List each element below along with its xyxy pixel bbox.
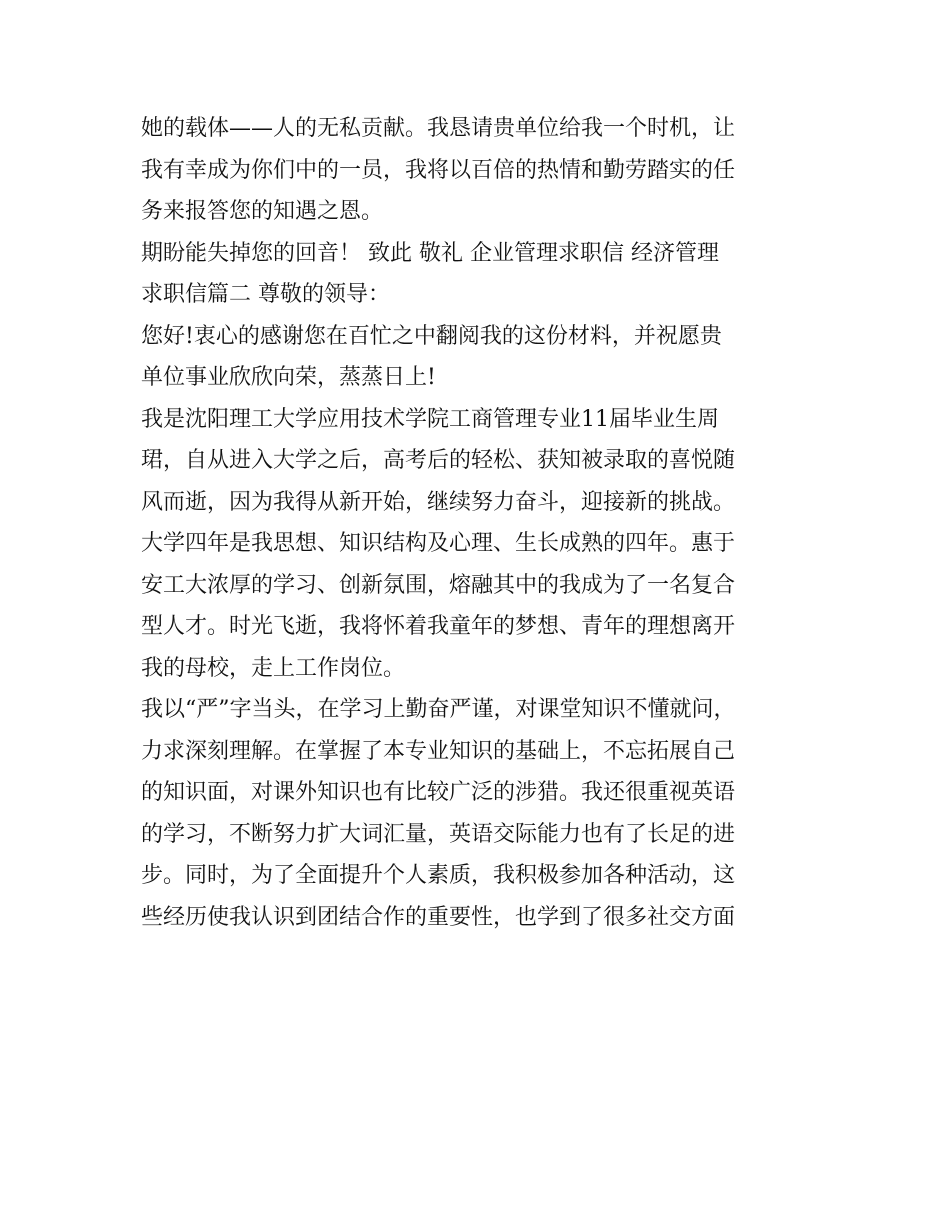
text-line: 务来报答您的知遇之恩。 [141,199,384,224]
document-body [141,108,821,938]
text-line: 单位事业欣欣向荣，蒸蒸日上! [141,365,436,390]
text-line: 您好!衷心的感谢您在百忙之中翻阅我的这份材料，并祝愿贵 [141,323,722,349]
text-line: 步。同时，为了全面提升个人素质，我积极参加各种活动，这 [141,863,736,888]
text-line: 风而逝，因为我得从新开始，继续努力奋斗，迎接新的挑战。 [141,489,736,515]
text-line: 安工大浓厚的学习、创新氛围，熔融其中的我成为了一名复合 [141,572,736,598]
text-line: 大学四年是我思想、知识结构及心理、生长成熟的四年。惠于 [141,531,736,556]
text-line: 期盼能失掉您的回音！ 致此 敬礼 企业管理求职信 经济管理 [141,240,719,266]
text-line: 的学习，不断努力扩大词汇量，英语交际能力也有了长足的进 [141,821,736,847]
text-line: 型人才。时光飞逝，我将怀着我童年的梦想、青年的理想离开 [141,614,736,639]
text-line: 求职信篇二 尊敬的领导： [141,282,390,307]
text-line: 力求深刻理解。在掌握了本专业知识的基础上，不忘拓展自己 [141,738,736,764]
text-line: 珺，自从进入大学之后，高考后的轻松、获知被录取的喜悦随 [141,448,736,473]
text-line: 我的母校，走上工作岗位。 [141,655,406,681]
text-line: 的知识面，对课外知识也有比较广泛的涉猎。我还很重视英语 [141,780,736,805]
text-line: 我是沈阳理工大学应用技术学院工商管理专业11届毕业生周 [141,406,719,432]
text-line: 我有幸成为你们中的一员，我将以百倍的热情和勤劳踏实的任 [141,157,736,183]
text-line: 些经历使我认识到团结合作的重要性，也学到了很多社交方面 [141,904,736,930]
text-line: 她的载体——人的无私贡献。我恳请贵单位给我一个时机，让 [141,116,736,141]
text-line: 我以“严”字当头，在学习上勤奋严谨，对课堂知识不懂就问， [141,697,736,722]
